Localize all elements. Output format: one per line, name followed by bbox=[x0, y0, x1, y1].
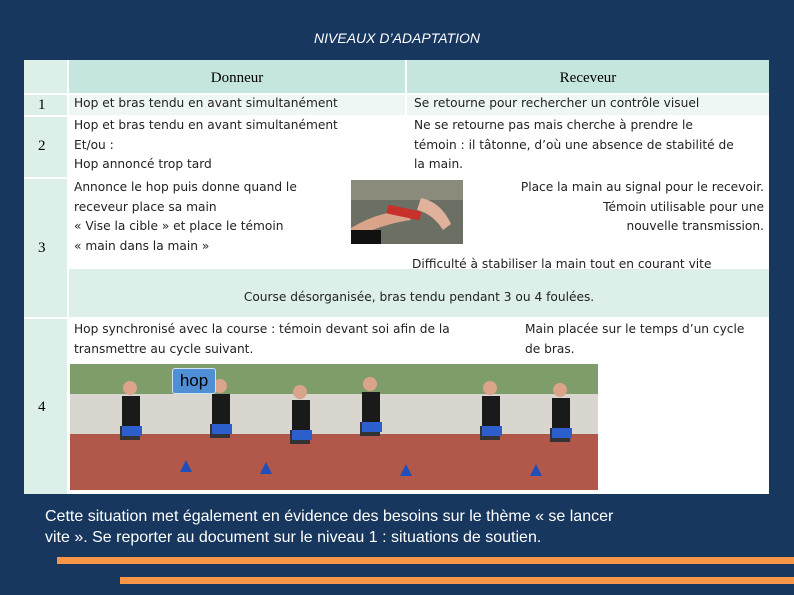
row-number: 3 bbox=[38, 240, 46, 256]
footer-line: vite ». Se reporter au document sur le niveau 1 : situations de soutien. bbox=[45, 529, 542, 546]
row1-receveur-text: Se retourne pour rechercher un contrôle visuel bbox=[414, 96, 700, 110]
text-line: la main. bbox=[414, 157, 464, 171]
text-line: « main dans la main » bbox=[74, 238, 210, 253]
page-title: NIVEAUX D’ADAPTATION bbox=[314, 30, 480, 46]
row-number-cell bbox=[24, 95, 67, 115]
footer-note bbox=[45, 506, 775, 548]
text-line: de bras. bbox=[525, 341, 575, 356]
text-line: Place la main au signal pour le recevoir. bbox=[520, 180, 764, 194]
text-line: Hop annoncé trop tard bbox=[74, 157, 212, 171]
header-donneur: Donneur bbox=[69, 60, 405, 93]
row-number-cell bbox=[24, 319, 67, 494]
row2-receveur-text bbox=[414, 116, 734, 175]
row3-donneur-text bbox=[74, 178, 297, 256]
text-line: Ne se retourne pas mais cherche à prendre le bbox=[414, 118, 693, 132]
row-number: 2 bbox=[38, 138, 46, 154]
row-number-cell bbox=[24, 117, 67, 177]
text-line: nouvelle transmission. bbox=[626, 219, 764, 233]
row-number-cell bbox=[24, 179, 67, 317]
hop-speech-bubble: hop bbox=[172, 368, 216, 394]
row-number: 1 bbox=[38, 97, 46, 113]
row3-receveur-text bbox=[414, 178, 764, 237]
row3-merged-text: Course désorganisée, bras tendu pendant 3 ou 4 foulées. bbox=[243, 290, 595, 304]
row2-donneur-text bbox=[74, 116, 338, 175]
footer-line: Cette situation met également en évidence des besoins sur le thème « se lancer bbox=[45, 508, 614, 525]
accent-bar bbox=[57, 557, 794, 564]
text-line: Hop et bras tendu en avant simultanément bbox=[74, 118, 338, 132]
text-line: receveur place sa main bbox=[74, 199, 217, 214]
relay-sequence-photo bbox=[70, 364, 598, 490]
header-corner bbox=[24, 60, 67, 93]
row1-donneur-text: Hop et bras tendu en avant simultanément bbox=[74, 96, 338, 110]
accent-bar bbox=[120, 577, 794, 584]
text-line: Main placée sur le temps d’un cycle bbox=[525, 322, 745, 336]
text-line: témoin : il tâtonne, d’où une absence de stabilité de bbox=[414, 137, 734, 152]
text-line: Annonce le hop puis donne quand le bbox=[74, 180, 297, 194]
row4-receveur-text bbox=[525, 320, 744, 359]
header-receveur: Receveur bbox=[407, 60, 769, 93]
row4-donneur-text bbox=[74, 320, 450, 359]
text-line: Hop synchronisé avec la course : témoin devant soi afin de la bbox=[74, 322, 450, 336]
row-number: 4 bbox=[38, 399, 46, 415]
text-line: transmettre au cycle suivant. bbox=[74, 341, 254, 356]
text-line: « Vise la cible » et place le témoin bbox=[74, 219, 284, 233]
row3-receveur-extra: Difficulté à stabiliser la main tout en courant vite bbox=[412, 257, 712, 271]
text-line: Et/ou : bbox=[74, 137, 114, 152]
text-line: Témoin utilisable pour une bbox=[603, 199, 764, 214]
